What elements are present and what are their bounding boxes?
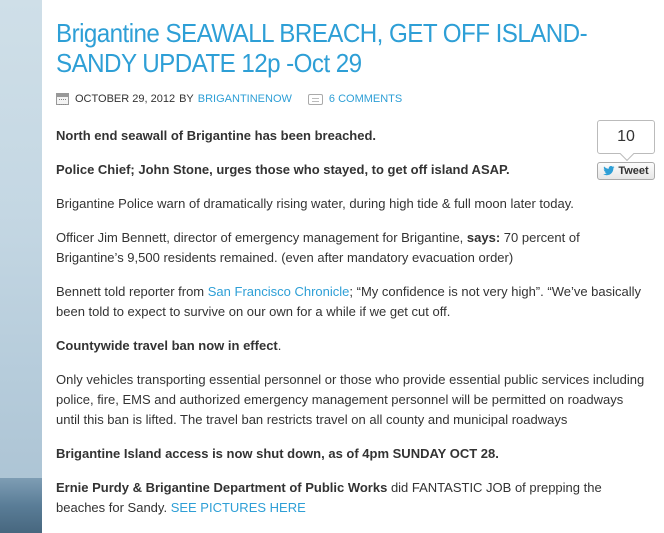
- paragraph-island-access: Brigantine Island access is now shut down, as of 4pm SUNDAY OCT 28.: [56, 446, 499, 461]
- travel-ban-period: .: [277, 338, 282, 353]
- see-pictures-link[interactable]: SEE PICTURES HERE: [170, 500, 306, 515]
- tweet-label: Tweet: [618, 165, 649, 177]
- post-date: OCTOBER 29, 2012: [75, 93, 176, 105]
- calendar-icon: [56, 93, 69, 105]
- twitter-bird-icon: [603, 166, 615, 176]
- bennett-text-a: Officer Jim Bennett, director of emergency management for Brigantine,: [56, 230, 464, 245]
- by-label: BY: [179, 93, 194, 105]
- tweet-button[interactable]: [597, 162, 655, 180]
- public-works-text: did FANTASTIC JOB of prepping the beaches for Sandy.: [56, 480, 602, 515]
- comment-icon: [308, 94, 323, 105]
- post-body: [56, 126, 649, 518]
- travel-ban-heading: Countywide travel ban now in effect: [56, 338, 278, 353]
- post-meta: [56, 92, 652, 106]
- author-link[interactable]: BRIGANTINENOW: [197, 93, 292, 105]
- tweet-widget: [597, 120, 655, 180]
- article: [42, 0, 664, 533]
- tweet-count: 10: [597, 120, 655, 154]
- post-title[interactable]: Brigantine SEAWALL BREACH, GET OFF ISLAND- SANDY UPDATE 12p -Oct 29: [56, 18, 588, 78]
- paragraph-travel-ban: [56, 336, 646, 356]
- paragraph-officer-bennett: [56, 228, 646, 268]
- paragraph-chronicle: [56, 282, 646, 322]
- chronicle-link[interactable]: San Francisco Chronicle: [207, 284, 350, 299]
- paragraph-police-chief: Police Chief; John Stone, urges those who stayed, to get off island ASAP.: [56, 162, 510, 177]
- background-beach-strip: [0, 0, 42, 533]
- bennett-text-c: 70 percent of Brigantine’s 9,500 residents remained. (even after mandatory evacuation order): [56, 230, 580, 265]
- paragraph-public-works: [56, 478, 646, 518]
- public-works-heading: Ernie Purdy & Brigantine Department of Public Works: [56, 480, 388, 495]
- paragraph-police-warning: Brigantine Police warn of dramatically rising water, during high tide & full moon later today.: [56, 196, 574, 211]
- chronicle-text-b: ; “My confidence is not very high”. “We’ve basically been told to expect to survive on our own for a while if we get cut off.: [56, 284, 642, 319]
- bennett-says: says:: [466, 230, 501, 245]
- paragraph-seawall: North end seawall of Brigantine has been breached.: [56, 128, 377, 143]
- comments-link[interactable]: 6 COMMENTS: [328, 93, 403, 105]
- paragraph-vehicles: Only vehicles transporting essential personnel or those who provide essential public services including police, fire, EMS and authorized emergency management personnel will be permitted on roadways until this ban is lifted. The travel ban restricts travel on all county and municipal roadways: [56, 372, 645, 427]
- chronicle-text-a: Bennett told reporter from: [56, 284, 205, 299]
